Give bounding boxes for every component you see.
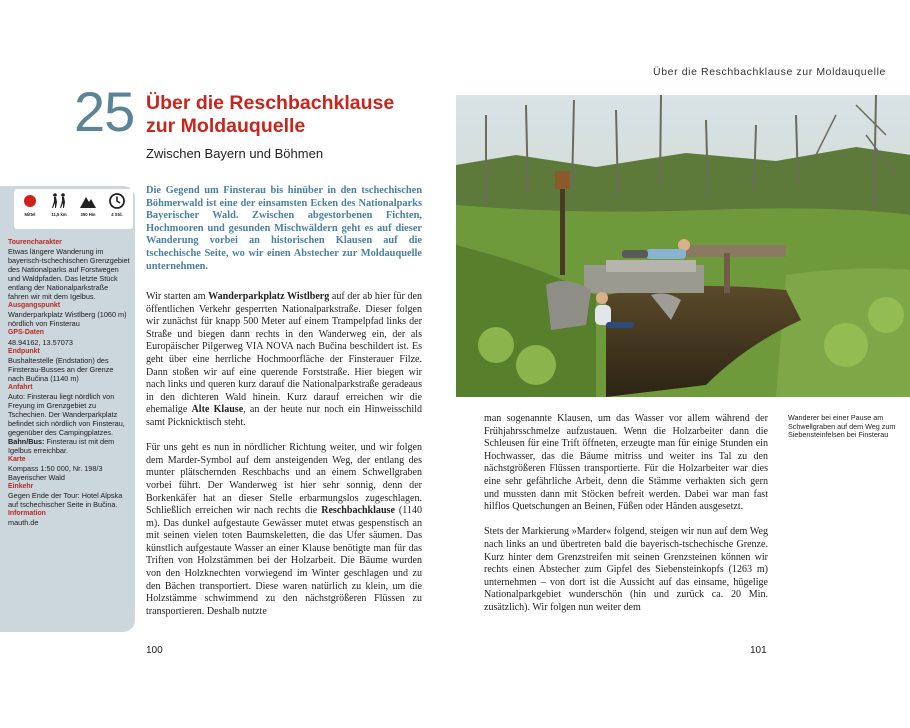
running-header: Über die Reschbachklause zur Moldauquelle	[653, 66, 886, 78]
mountain-icon	[79, 192, 97, 210]
text-run: , an der heute nur noch ein Hinweisschild samt Picknicktisch steht.	[146, 404, 423, 428]
body-right-column	[484, 413, 768, 627]
anfahrt-bus-text: Finsterau ist mit dem Igelbus erreichbar.	[8, 437, 115, 456]
gps-text: 48.94162, 13.57073	[8, 337, 73, 347]
endpunkt-text: Bushaltestelle (Endstation) des Finsterau-Busses an der Grenze nach Bučina (1140 m)	[8, 355, 114, 383]
stat-difficulty-label: Mittel	[24, 212, 36, 217]
ausgangspunkt-text: Wanderparkplatz Wistlberg (1060 m) nördlich von Finsterau	[8, 310, 127, 329]
stat-distance-label: 11,5 km	[51, 212, 67, 217]
title-line-1: Über die Reschbachklause	[146, 92, 395, 114]
page-number-right: 101	[750, 645, 767, 656]
information-heading: Information	[8, 510, 46, 518]
anfahrt-bus-label: Bahn/Bus:	[8, 437, 45, 447]
anfahrt-bus	[8, 437, 130, 455]
text-run: Wir starten am	[146, 291, 209, 302]
stat-elevation-label: 350 Hm	[80, 212, 96, 217]
sidebar-details	[8, 238, 130, 528]
bold-run: Reschbachklause	[321, 505, 395, 517]
body-left-column	[146, 291, 422, 631]
intro-paragraph: Die Gegend um Finsterau bis hinüber in den tschechischen Böhmerwald ist eine der einsamsten Ecken des Nationalparks Bayerischer Wald. Zwischen abgestorbenen Fichten, Hochmooren und gesunden Mischwäldern geht es auf dieser Wanderung vorbei an historischen Klausen auf die tschechische Seite, wo wir einen Abstecher zur Moldauquelle unternehmen.	[146, 185, 422, 272]
stats-box	[14, 189, 133, 229]
stat-distance	[45, 192, 73, 217]
photo-illustration	[456, 95, 910, 397]
stat-elevation	[74, 192, 102, 217]
gps-heading: GPS-Daten	[8, 329, 44, 337]
bold-run: Wanderparkplatz Wistlberg	[208, 291, 330, 302]
stat-duration-label: 4 Std.	[111, 212, 123, 217]
page-number-left: 100	[146, 645, 163, 656]
einkehr-text: Gegen Ende der Tour: Hotel Alpska auf tschechischer Seite in Bučina.	[8, 491, 123, 510]
hikers-photo	[456, 95, 910, 397]
bold-run: Alte Klause	[191, 404, 244, 416]
tour-number: 25	[74, 80, 135, 143]
karte-heading: Karte	[8, 456, 26, 464]
body-paragraph	[146, 291, 422, 430]
body-paragraph	[146, 442, 422, 618]
anfahrt-heading: Anfahrt	[8, 383, 33, 391]
body-paragraph: man sogenannte Klausen, um das Wasser vor allem während der Frühjahrsschmelze aufzustauen. Wenn die Holzarbeiter dann die Schleusen für eine Trift öffneten, erzeugte man für einige Stunden ein Hochwasser, das die Bäume mitriss und weiter ins Tal zu den nächstgrößeren Flüssen transportierte. Für die Holzarbeiter war dies eine sehr gefährliche Arbeit, denn die Stämme verhakten sich gern und mussten dann mit Stöcken befreit werden. Dabei war man fast hilflos Quetschungen an Beinen, Füßen oder Händen ausgesetzt.	[484, 413, 768, 513]
difficulty-dot-icon	[21, 192, 39, 210]
anfahrt-auto: Auto: Finsterau liegt nördlich von Freyung im Grenzgebiet zu Tschechien. Der Wanderparkplatz befindet sich nördlich von Finsterau, gegenüber des Campingplatzes.	[8, 391, 125, 437]
title-line-2: zur Moldauquelle	[146, 115, 306, 137]
stat-difficulty	[16, 192, 44, 217]
einkehr-heading: Einkehr	[8, 483, 34, 491]
tourencharakter-heading: Tourencharakter	[8, 239, 62, 246]
tourencharakter-text: Etwas längere Wanderung im bayerisch-tschechischen Grenzgebiet des Nationalparks auf Forstwegen und Waldpfaden. Das letzte Stück entlang der Nationalparkstraße fahren wir mit dem Igelbus.	[8, 247, 130, 302]
page-title	[146, 92, 394, 138]
ausgangspunkt-heading: Ausgangspunkt	[8, 302, 61, 310]
body-paragraph: Stets der Markierung »Marder« folgend, steigen wir nun auf dem Weg nach links an und übertreten bald die bayerisch-tschechische Grenze. Kurz hinter dem Grenzstreifen mit seinen Grenzsteinen können wir rechts einen Abstecher zum Gipfel des Siebensteinkopfs (1263 m) unternehmen – von dort ist die Aussicht auf das einsame, hügelige Nationalparkgebiet wunderschön (hin und zurück ca. 20 Min. zusätzlich). Wir folgen nun weiter dem	[484, 526, 768, 613]
text-run: Für uns geht es nun in nördlicher Richtung weiter, und wir folgen dem Marder-Symbol auf dem ansteigenden Weg, der entlang des munter plätschernden Reschbachs und an einem Schwellgraben vorbei führt. Der Wanderweg ist hier sehr sonnig, denn der Borkenkäfer hat an dieser Stelle erbarmungslos zugeschlagen. Schließlich erreichen wir nach rechts die	[146, 442, 422, 517]
endpunkt-heading: Endpunkt	[8, 347, 40, 355]
clock-icon	[108, 192, 126, 210]
information-link[interactable]: mauth.de	[8, 518, 39, 528]
karte-text: Kompass 1:50 000, Nr. 198/3 Bayerischer Wald	[8, 464, 103, 483]
stat-duration	[103, 192, 131, 217]
text-run: (1140 m). Das dunkel aufgestaute Gewässer mutet etwas gespenstisch an mit seinen vielen toten Baumskeletten, die das Ufer säumen. Das künstlich aufgestaute Wasser an einer Klause benötigte man für das Triften von Holzstämmen bei der Holzarbeit. Die Bäume wurden von den Holzknechten vorwiegend im Winter geschlagen und zu den Bächen transportiert. Diese waren natürlich zu klein, um die Holzstämme schwimmend zu den nächstgrößeren Flüssen zu transportieren. Deshalb nutzte	[146, 505, 422, 617]
subtitle: Zwischen Bayern und Böhmen	[146, 146, 324, 161]
text-run: auf der ab hier für den öffentlichen Verkehr gesperrten Nationalparkstraße. Dieser folgen wir zunächst für knapp 500 Meter auf einem Trampelpfad links der Straße und biegen dann rechts in den Wanderweg ein, der als Europäischer Pilgerweg VIA NOVA nach Bučina beschildert ist. Es geht über eine herrliche Hochmoorfläche der Finsterauer Filze. Dann stoßen wir auf eine querende Forststraße. Hier biegen wir nach links und queren kurz darauf die Nationalparkstraße geradeaus in den dichteren Wald hinein. Kurz darauf erreichen wir die ehemalige	[146, 291, 422, 416]
photo-caption: Wanderer bei einer Pause am Schwellgraben auf dem Weg zum Siebensteinfelsen bei Finsterau	[788, 413, 896, 440]
hikers-icon	[50, 192, 68, 210]
